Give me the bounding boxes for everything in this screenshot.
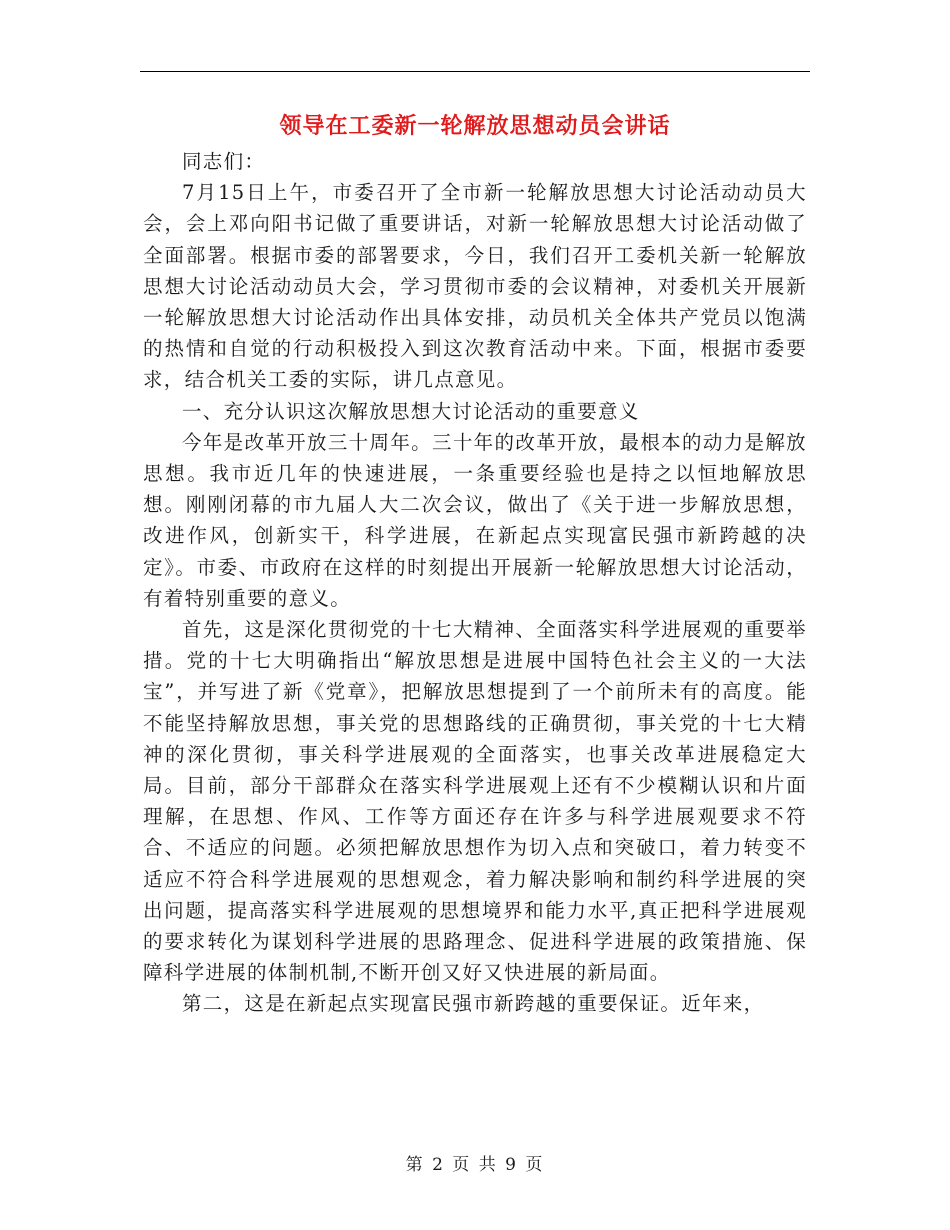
document-body (143, 146, 807, 1020)
paragraph-anniversary: 今年是改革开放三十周年。三十年的改革开放，最根本的动力是解放思想。我市近几年的快速进展，一条重要经验也是持之以恒地解放思想。刚刚闭幕的市九届人大二次会议，做出了《关于进一步解放思想，改进作风，创新实干，科学进展，在新起点实现富民强市新跨越的决定》。市委、市政府在这样的时刻提出开展新一轮解放思想大讨论活动，有着特别重要的意义。 (143, 430, 807, 610)
document-title: 领导在工委新一轮解放思想动员会讲话 (279, 113, 671, 139)
page-footer: 第 2 页 共 9 页 (405, 1155, 545, 1175)
paragraph-second-point: 第二，这是在新起点实现富民强市新跨越的重要保证。近年来， (182, 992, 765, 1016)
header-rule (140, 71, 810, 72)
section-heading-1: 一、充分认识这次解放思想大讨论活动的重要意义 (182, 399, 640, 423)
paragraph-opening: 7月15日上午，市委召开了全市新一轮解放思想大讨论活动动员大会，会上邓向阳书记做了重要讲话，对新一轮解放思想大讨论活动做了全面部署。根据市委的部署要求，今日，我们召开工委机关新一轮解放思想大讨论活动动员大会，学习贯彻市委的会议精神，对委机关开展新一轮解放思想大讨论活动作出具体安排，动员机关全体共产党员以饱满的热情和自觉的行动积极投入到这次教育活动中来。下面，根据市委要求，结合机关工委的实际，讲几点意见。 (143, 181, 807, 392)
paragraph-first-point: 首先，这是深化贯彻党的十七大精神、全面落实科学进展观的重要举措。党的十七大明确指出“解放思想是进展中国特色社会主义的一大法宝”，并写进了新《党章》，把解放思想提到了一个前所未有的高度。能不能坚持解放思想，事关党的思想路线的正确贯彻，事关党的十七大精神的深化贯彻，事关科学进展观的全面落实，也事关改革进展稳定大局。目前，部分干部群众在落实科学进展观上还有不少模糊认识和片面理解，在思想、作风、工作等方面还存在许多与科学进展观要求不符合、不适应的问题。必须把解放思想作为切入点和突破口，着力转变不适应不符合科学进展观的思想观念，着力解决影响和制约科学进展的突出问题，提高落实科学进展观的思想境界和能力水平,真正把科学进展观的要求转化为谋划科学进展的思路理念、促进科学进展的政策措施、保障科学进展的体制机制,不断开创又好又快进展的新局面。 (143, 618, 807, 985)
salutation: 同志们： (182, 150, 266, 173)
